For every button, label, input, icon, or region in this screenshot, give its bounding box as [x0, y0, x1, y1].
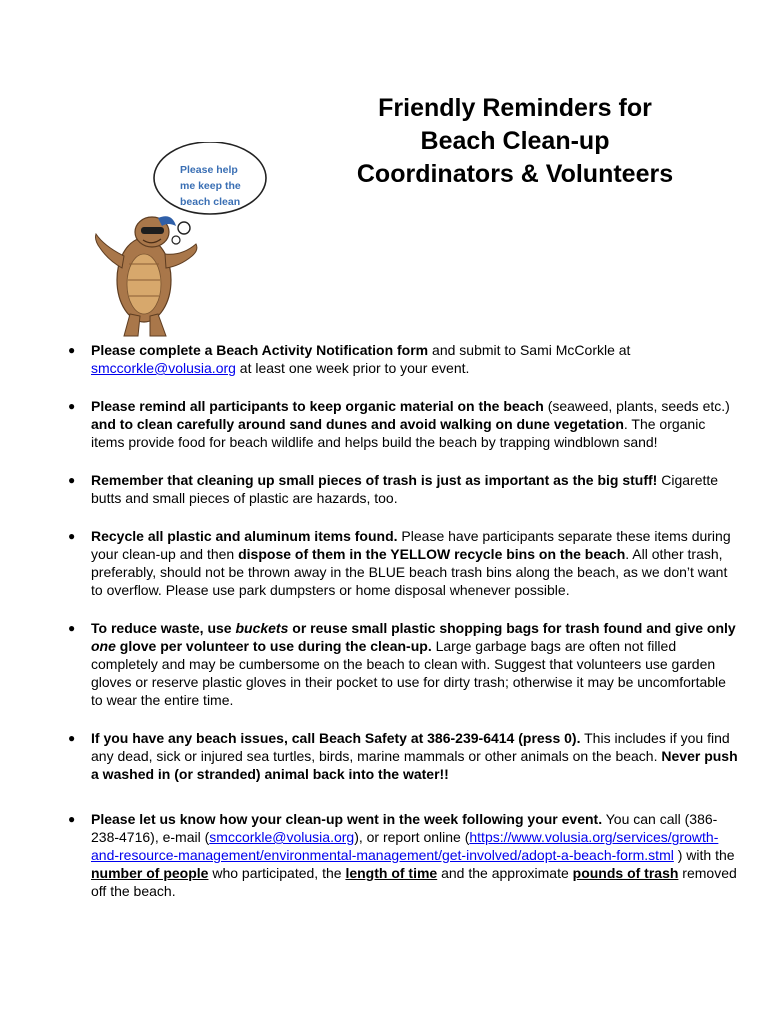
- bubble-line-3: beach clean: [180, 196, 241, 208]
- bullet-icon: ●: [68, 812, 76, 826]
- email-link[interactable]: smccorkle@volusia.org: [209, 829, 355, 845]
- turtle-left-arm: [96, 234, 125, 268]
- turtle-belly: [127, 254, 161, 314]
- sunglasses: [141, 227, 164, 234]
- bullet-icon: ●: [68, 399, 76, 413]
- bullet-icon: ●: [68, 731, 76, 745]
- bullet-icon: ●: [68, 473, 76, 487]
- bubble-line-2: me keep the: [180, 180, 241, 192]
- bubble-dot: [178, 222, 190, 234]
- title-line-2: Beach Clean-up: [420, 127, 610, 155]
- list-item: ● Please complete a Beach Activity Notification form and submit to Sami McCorkle at smccorkle@volusia.org at least one week prior to your event.: [68, 342, 631, 376]
- report-form-link[interactable]: https://www.volusia.org/services/growth-and-resource-management/environmental-management/get-involved/adopt-a-beach-form.stml: [91, 829, 719, 863]
- list-item: ● Recycle all plastic and aluminum items found. Please have participants separate these items during your clean-up and then dispose of them in the YELLOW recycle bins on the beach. All other trash, preferably, should not be thrown away in the BLUE beach trash bins along the beach, as we don’t want to overflow. Please use park dumpsters or home disposal whenever possible.: [68, 528, 731, 598]
- title-line-1: Friendly Reminders for: [378, 94, 652, 122]
- page-title: [300, 92, 730, 191]
- title-line-3: Coordinators & Volunteers: [356, 160, 674, 188]
- bubble-line-1: Please help: [180, 164, 238, 176]
- turtle-right-arm: [165, 244, 197, 268]
- bullet-icon: ●: [68, 343, 76, 357]
- list-item: ● To reduce waste, use buckets or reuse small plastic shopping bags for trash found and give only one glove per volunteer to use during the clean-up. Large garbage bags are often not filled completely and may be cumbersome on the beach to clean with. Suggest that volunteers use garden gloves or reserve plastic gloves in their pocket to use for dirty trash; otherwise it may be uncomfortable to wear the entire time.: [68, 620, 736, 708]
- list-item: ● Remember that cleaning up small pieces of trash is just as important as the big stuff! Cigarette butts and small pieces of plastic are hazards, too.: [68, 472, 719, 506]
- turtle-left-leg: [124, 314, 140, 336]
- bullet-icon: ●: [68, 621, 76, 635]
- bubble-dot: [172, 236, 180, 244]
- email-link[interactable]: smccorkle@volusia.org: [91, 360, 236, 376]
- list-item: ● Please let us know how your clean-up went in the week following your event. You can call (386-238-4716), e-mail (smccorkle@volusia.org), or report online (https://www.volusia.org/services/growth-and-resource-management/environmental-management/get-involved/adopt-a-beach-form.stml ) with the number of people who participated, the length of time and the approximate pounds of trash removed off the beach.: [68, 811, 737, 899]
- turtle-right-leg: [150, 314, 166, 336]
- reminder-list: [64, 341, 740, 900]
- bullet-icon: ●: [68, 529, 76, 543]
- turtle-mascot-illustration: [92, 142, 272, 342]
- list-item: ● If you have any beach issues, call Beach Safety at 386-239-6414 (press 0). This includes if you find any dead, sick or injured sea turtles, birds, marine mammals or other animals on the beach. Never push a washed in (or stranded) animal back into the water!!: [68, 730, 738, 782]
- list-item: ● Please remind all participants to keep organic material on the beach (seaweed, plants, seeds etc.) and to clean carefully around sand dunes and avoid walking on dune vegetation. The organic items provide food for beach wildlife and helps build the beach by trapping windblown sand!: [68, 398, 730, 450]
